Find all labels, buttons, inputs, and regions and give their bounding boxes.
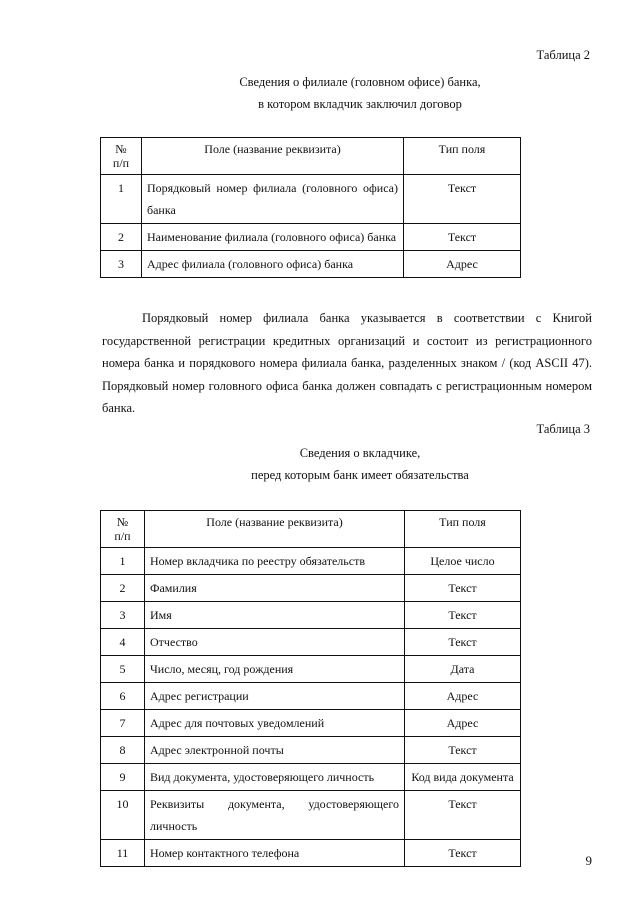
row-number: 5 bbox=[101, 656, 145, 683]
table-row bbox=[101, 224, 521, 251]
table2-label: Таблица 2 bbox=[536, 48, 590, 62]
table2-header-type: Тип поля bbox=[404, 138, 521, 175]
row-number: 9 bbox=[101, 764, 145, 791]
table-row bbox=[101, 602, 521, 629]
row-number: 3 bbox=[101, 251, 142, 278]
row-number: 8 bbox=[101, 737, 145, 764]
row-number: 2 bbox=[101, 575, 145, 602]
header-num-line1: № bbox=[115, 142, 127, 156]
row-field-name: Реквизиты документа, удостоверяющего личность bbox=[145, 791, 405, 840]
table3-header-num bbox=[101, 511, 145, 548]
table2-caption bbox=[100, 71, 620, 115]
table3-header-type: Тип поля bbox=[405, 511, 521, 548]
row-field-name: Наименование филиала (головного офиса) банка bbox=[142, 224, 404, 251]
table3-header-row bbox=[101, 511, 521, 548]
row-field-type: Текст bbox=[405, 737, 521, 764]
table-row bbox=[101, 629, 521, 656]
table-row bbox=[101, 175, 521, 224]
row-field-name: Номер контактного телефона bbox=[145, 840, 405, 867]
table3-caption-line1: Сведения о вкладчике, bbox=[299, 446, 421, 460]
header-num-line1: № bbox=[116, 515, 129, 529]
table3-caption-line2: перед которым банк имеет обязательства bbox=[251, 468, 469, 482]
row-field-type: Адрес bbox=[404, 251, 521, 278]
table-row bbox=[101, 656, 521, 683]
row-number: 3 bbox=[101, 602, 145, 629]
table3-caption bbox=[100, 442, 620, 486]
row-field-name: Фамилия bbox=[145, 575, 405, 602]
table3-header-field: Поле (название реквизита) bbox=[145, 511, 405, 548]
row-number: 4 bbox=[101, 629, 145, 656]
row-field-name: Число, месяц, год рождения bbox=[145, 656, 405, 683]
table2-header-field: Поле (название реквизита) bbox=[142, 138, 404, 175]
table-row bbox=[101, 251, 521, 278]
table-row bbox=[101, 737, 521, 764]
row-number: 11 bbox=[101, 840, 145, 867]
row-field-type: Текст bbox=[405, 840, 521, 867]
row-field-type: Адрес bbox=[405, 683, 521, 710]
table2 bbox=[100, 137, 521, 278]
row-field-type: Текст bbox=[405, 575, 521, 602]
table-row bbox=[101, 840, 521, 867]
row-field-type: Текст bbox=[405, 602, 521, 629]
table-row bbox=[101, 710, 521, 737]
row-field-name: Адрес филиала (головного офиса) банка bbox=[142, 251, 404, 278]
table-row bbox=[101, 548, 521, 575]
page-number: 9 bbox=[585, 853, 592, 868]
table3-label: Таблица 3 bbox=[536, 422, 590, 436]
body-paragraph: Порядковый номер филиала банка указывается в соответствии с Книгой государственной регистрации кредитных организаций и состоит из регистрационного номера банка и порядкового номера филиала банка, разделенных знаком / (код ASCII 47). Порядковый номер головного офиса банка должен совпадать с регистрационным номером банка. bbox=[102, 311, 592, 415]
row-field-type: Текст bbox=[405, 791, 521, 840]
row-number: 10 bbox=[101, 791, 145, 840]
header-num-line2: п/п bbox=[114, 529, 131, 543]
table2-header-num bbox=[101, 138, 142, 175]
row-field-type: Текст bbox=[404, 175, 521, 224]
table2-header-row bbox=[101, 138, 521, 175]
table2-caption-line1: Сведения о филиале (головном офисе) банка, bbox=[239, 75, 481, 89]
row-field-type: Дата bbox=[405, 656, 521, 683]
table-row bbox=[101, 683, 521, 710]
row-field-type: Текст bbox=[404, 224, 521, 251]
table-row bbox=[101, 764, 521, 791]
row-field-name: Адрес электронной почты bbox=[145, 737, 405, 764]
row-field-name: Номер вкладчика по реестру обязательств bbox=[145, 548, 405, 575]
row-number: 7 bbox=[101, 710, 145, 737]
row-number: 1 bbox=[101, 548, 145, 575]
row-field-type: Адрес bbox=[405, 710, 521, 737]
table3 bbox=[100, 510, 521, 867]
row-field-name: Адрес для почтовых уведомлений bbox=[145, 710, 405, 737]
row-number: 2 bbox=[101, 224, 142, 251]
row-field-type: Текст bbox=[405, 629, 521, 656]
row-field-name: Порядковый номер филиала (головного офиса) банка bbox=[142, 175, 404, 224]
table2-caption-line2: в котором вкладчик заключил договор bbox=[258, 97, 462, 111]
row-number: 1 bbox=[101, 175, 142, 224]
row-field-type: Целое число bbox=[405, 548, 521, 575]
row-field-name: Адрес регистрации bbox=[145, 683, 405, 710]
table-row bbox=[101, 791, 521, 840]
table-row bbox=[101, 575, 521, 602]
row-number: 6 bbox=[101, 683, 145, 710]
header-num-line2: п/п bbox=[112, 156, 130, 170]
row-field-name: Имя bbox=[145, 602, 405, 629]
row-field-name: Вид документа, удостоверяющего личность bbox=[145, 764, 405, 791]
row-field-type: Код вида документа bbox=[405, 764, 521, 791]
row-field-name: Отчество bbox=[145, 629, 405, 656]
